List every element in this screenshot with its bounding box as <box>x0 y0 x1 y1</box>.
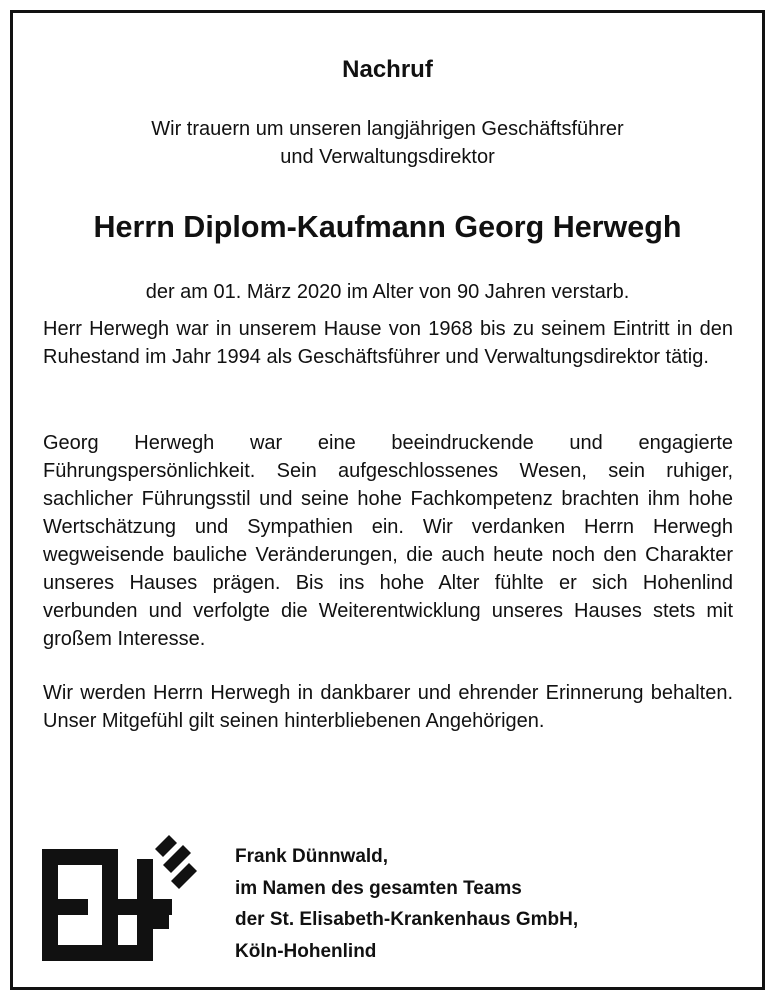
intro-text <box>13 115 762 171</box>
hospital-logo-icon <box>37 819 197 969</box>
paragraph-career: Herr Herwegh war in unserem Hause von 1968 bis zu seinem Eintritt in den Ruhestand im Jahr 1994 als Geschäftsführer und Verwaltungsdirektor tätig. <box>43 318 733 368</box>
death-line: der am 01. März 2020 im Alter von 90 Jahren verstarb. <box>145 281 630 303</box>
paragraph-tribute: Georg Herwegh war eine beeindruckende und engagierte Führungspersönlichkeit. Sein aufgeschlossenes Wesen, sein ruhiger, sachlicher Führungsstil und seine hohe Fachkompetenz brachten ihm hohe Wertschätzung und Sympathien ein. Wir verdanken Herrn Herwegh wegweisende bauliche Veränderungen, die auch heute noch den Charakter unseres Hauses prägen. Bis ins hohe Alter fühlte er sich Hohenlind verbunden und verfolgte die Weiterentwicklung unseres Hauses stets mit großem Interesse. <box>43 432 733 650</box>
signature-line-2: im Namen des gesamten Teams <box>235 877 522 899</box>
signature-line-3: der St. Elisabeth-Krankenhaus GmbH, <box>235 909 579 930</box>
intro-line-2: und Verwaltungsdirektor <box>280 146 495 168</box>
intro-line-1: Wir trauern um unseren langjährigen Geschäftsführer <box>151 118 624 140</box>
paragraph-remembrance: Wir werden Herrn Herwegh in dankbarer und ehrender Erinnerung behalten. Unser Mitgefühl gilt seinen hinterbliebenen Angehörigen. <box>43 682 733 732</box>
signature-line-4: Köln-Hohenlind <box>235 940 377 962</box>
signature-line-1: Frank Dünnwald, <box>235 846 389 867</box>
signature-block <box>235 841 578 967</box>
obituary-frame <box>10 10 765 990</box>
deceased-name: Herrn Diplom-Kaufmann Georg Herwegh <box>93 210 682 244</box>
obituary-heading: Nachruf <box>342 56 433 83</box>
